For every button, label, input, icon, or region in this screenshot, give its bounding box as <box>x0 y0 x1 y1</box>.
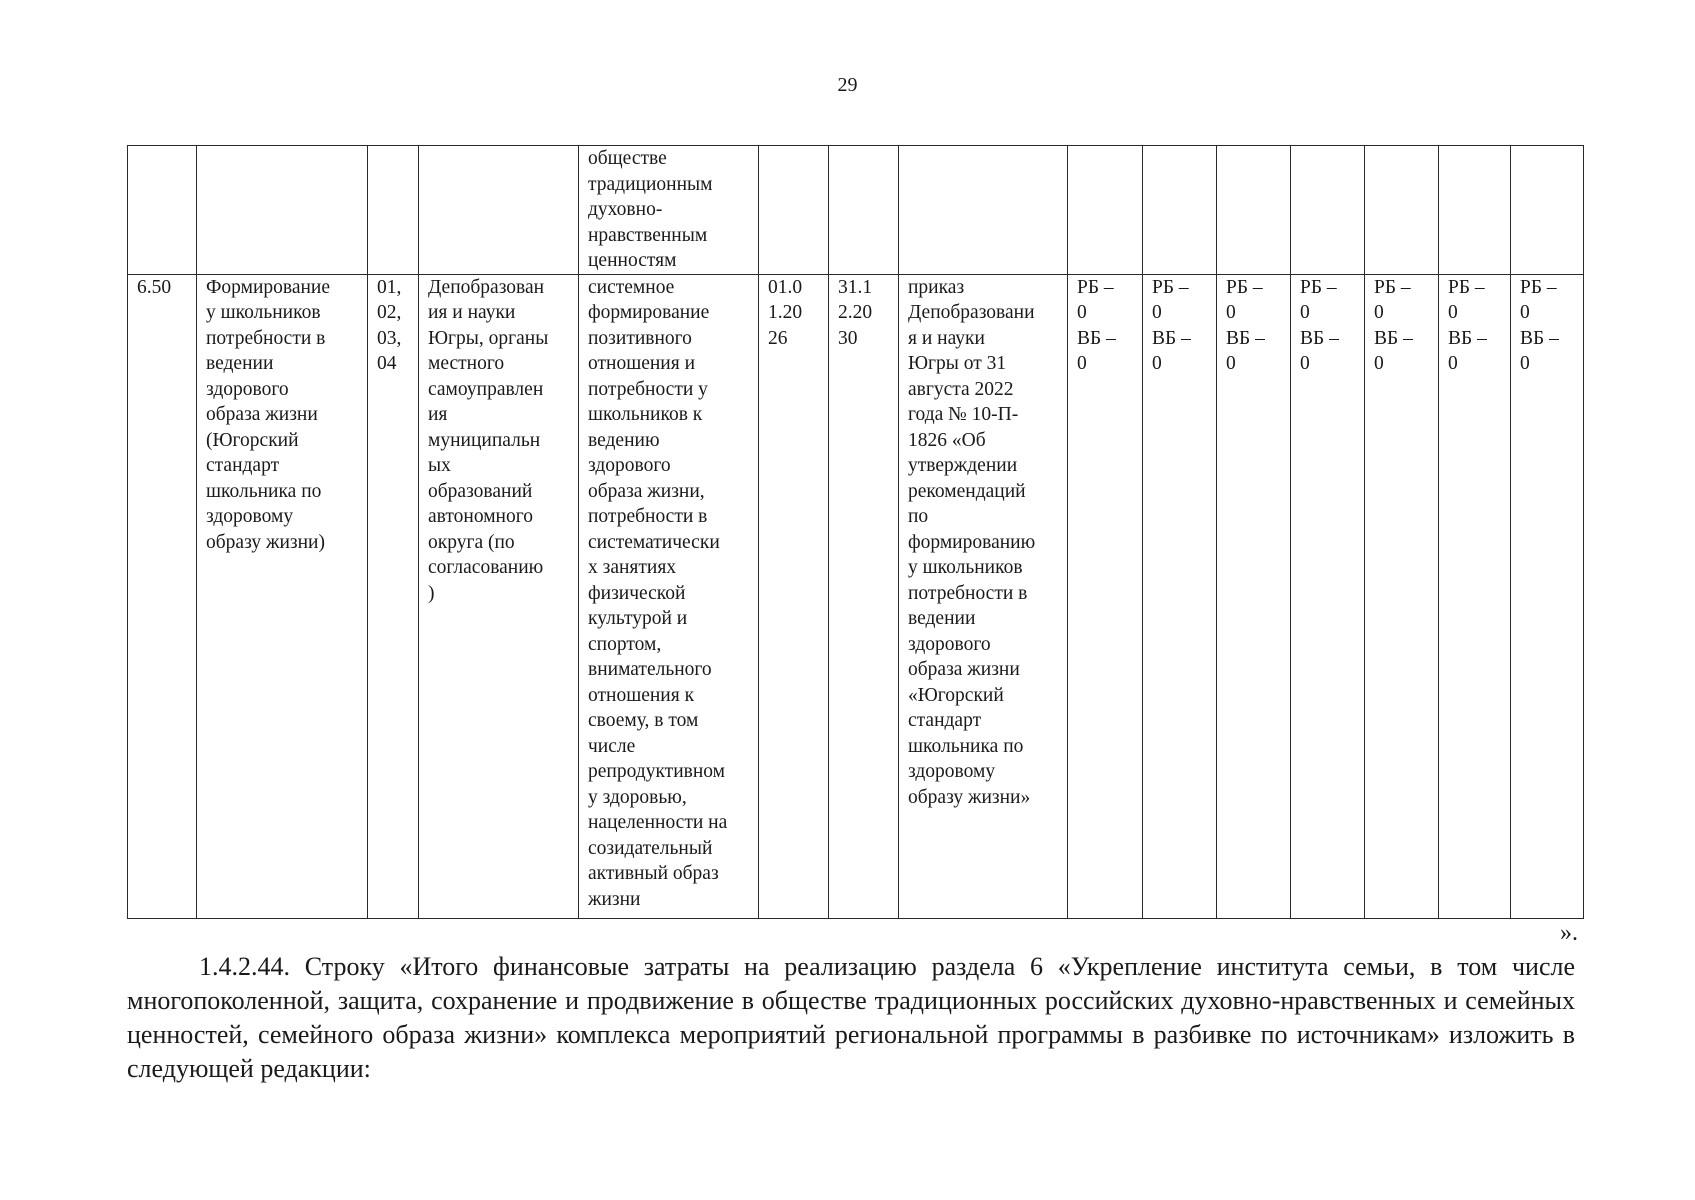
table-row-continuation <box>128 146 1584 275</box>
cell-number: 6.50 <box>128 274 197 918</box>
cell-empty <box>1439 146 1511 275</box>
cell-result-continuation: обществе традиционным духовно- нравственным ценностям <box>579 146 759 275</box>
cell-financing: РБ – 0 ВБ – 0 <box>1143 274 1217 918</box>
cell-empty <box>368 146 419 275</box>
cell-expected-result: системное формирование позитивного отношения и потребности у школьников к ведению здорового образа жизни, потребности в систематически х занятиях физической культурой и спортом, внимательного отношения к своему, в том числе репродуктивном у здоровью, нацеленности на созидательный активный образ жизни <box>579 274 759 918</box>
cell-empty <box>759 146 829 275</box>
cell-financing: РБ – 0 ВБ – 0 <box>1068 274 1143 918</box>
cell-executor: Депобразован ия и науки Югры, органы местного самоуправлен ия муниципальн ых образований автономного округа (по согласованию ) <box>419 274 579 918</box>
cell-empty <box>829 146 899 275</box>
cell-empty <box>1217 146 1291 275</box>
closing-quote-mark: ». <box>1560 920 1578 946</box>
cell-empty <box>1068 146 1143 275</box>
cell-financing: РБ – 0 ВБ – 0 <box>1291 274 1365 918</box>
cell-financing: РБ – 0 ВБ – 0 <box>1365 274 1439 918</box>
cell-financing: РБ – 0 ВБ – 0 <box>1511 274 1584 918</box>
cell-empty <box>1143 146 1217 275</box>
measures-table <box>127 145 1584 919</box>
cell-end-date: 31.1 2.20 30 <box>829 274 899 918</box>
cell-empty <box>1511 146 1584 275</box>
cell-empty <box>419 146 579 275</box>
cell-empty <box>128 146 197 275</box>
cell-empty <box>197 146 368 275</box>
cell-tasks: 01, 02, 03, 04 <box>368 274 419 918</box>
cell-empty <box>1365 146 1439 275</box>
table-row-6-50 <box>128 274 1584 918</box>
cell-document: приказ Депобразовани я и науки Югры от 31 августа 2022 года № 10-П- 1826 «Об утверждении рекомендаций по формированию у школьников потребности в ведении здорового образа жизни «Югорский стандарт школьника по здоровому образу жизни» <box>899 274 1068 918</box>
cell-empty <box>899 146 1068 275</box>
cell-measure-name: Формирование у школьников потребности в ведении здорового образа жизни (Югорский стандарт школьника по здоровому образу жизни) <box>197 274 368 918</box>
cell-financing: РБ – 0 ВБ – 0 <box>1217 274 1291 918</box>
body-paragraph: 1.4.2.44. Строку «Итого финансовые затраты на реализацию раздела 6 «Укрепление института семьи, в том числе многопоколенной, защита, сохранение и продвижение в обществе традиционных российских духовно-нравственных и семейных ценностей, семейного образа жизни» комплекса мероприятий региональной программы в разбивке по источникам» изложить в следующей редакции: <box>127 952 1575 1083</box>
page-number: 29 <box>837 74 858 96</box>
cell-start-date: 01.0 1.20 26 <box>759 274 829 918</box>
cell-empty <box>1291 146 1365 275</box>
cell-financing: РБ – 0 ВБ – 0 <box>1439 274 1511 918</box>
